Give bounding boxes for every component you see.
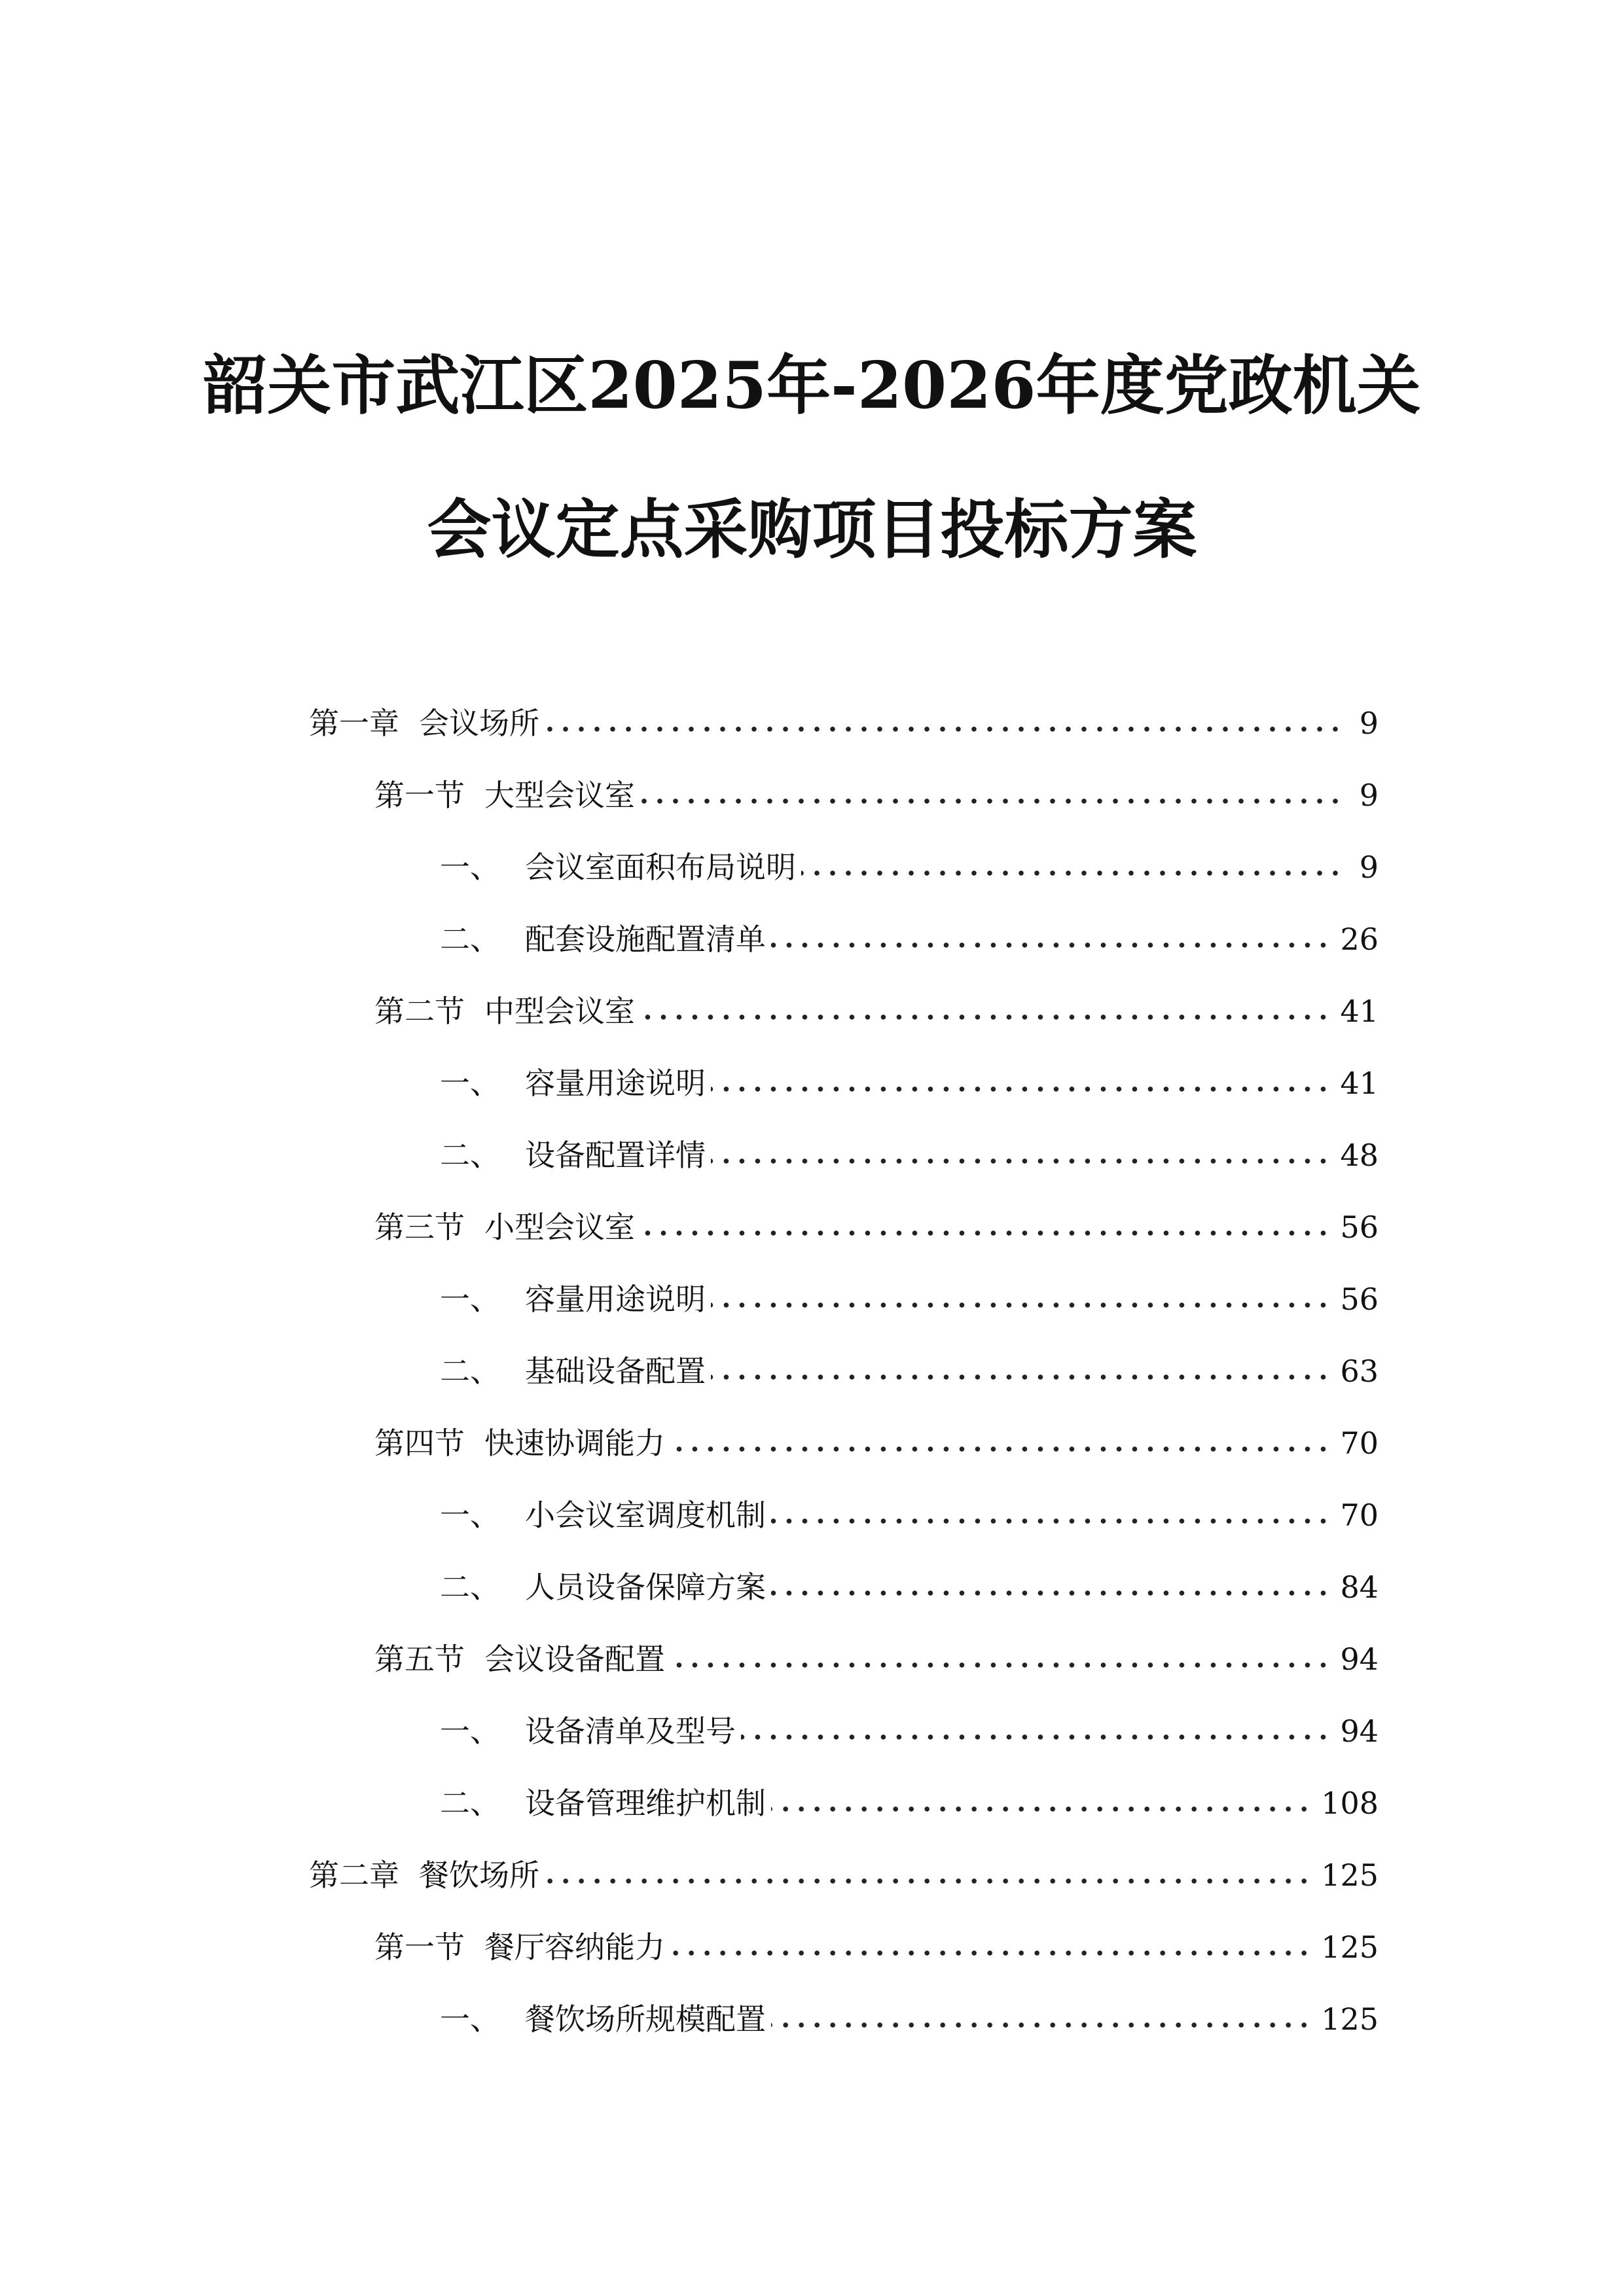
toc-page-number: 94 bbox=[1340, 1713, 1379, 1749]
toc-page-number: 41 bbox=[1340, 1066, 1379, 1101]
toc-entry[interactable] bbox=[374, 1410, 1379, 1463]
toc-entry[interactable] bbox=[440, 1986, 1379, 2039]
toc-page-number: 26 bbox=[1340, 922, 1379, 957]
toc-entry-marker: 一、 bbox=[440, 850, 500, 885]
toc-page-number: 70 bbox=[1340, 1426, 1379, 1461]
toc-entry[interactable] bbox=[440, 1266, 1379, 1319]
toc-dot-leader bbox=[771, 941, 1331, 950]
toc-dot-leader bbox=[711, 1300, 1331, 1310]
document-title bbox=[196, 314, 1428, 602]
toc-entry-title: 会议场所 bbox=[419, 706, 539, 741]
toc-page-number: 125 bbox=[1321, 2001, 1379, 2037]
toc-entry-marker: 二、 bbox=[440, 1354, 500, 1389]
toc-dot-leader bbox=[670, 1444, 1331, 1454]
toc-entry-title: 设备清单及型号 bbox=[525, 1713, 736, 1749]
toc-entry[interactable] bbox=[374, 1194, 1379, 1247]
toc-dot-leader bbox=[545, 725, 1343, 734]
toc-page-number: 125 bbox=[1321, 1857, 1379, 1893]
toc-entry-marker: 第二章 bbox=[309, 1857, 399, 1893]
toc-dot-leader bbox=[741, 1732, 1331, 1742]
toc-page-number: 9 bbox=[1359, 850, 1379, 885]
toc-entry[interactable] bbox=[440, 1338, 1379, 1391]
toc-entry[interactable] bbox=[440, 1770, 1379, 1823]
toc-entry[interactable] bbox=[440, 1050, 1379, 1103]
toc-entry-marker: 一、 bbox=[440, 1498, 500, 1533]
toc-entry-title: 中型会议室 bbox=[484, 994, 635, 1029]
toc-dot-leader bbox=[640, 797, 1343, 806]
toc-entry-marker: 一、 bbox=[440, 1066, 500, 1101]
toc-page-number: 48 bbox=[1340, 1138, 1379, 1173]
toc-entry-title: 餐厅容纳能力 bbox=[484, 1929, 665, 1965]
toc-entry-title: 会议室面积布局说明 bbox=[525, 850, 796, 885]
toc-page-number: 56 bbox=[1340, 1210, 1379, 1245]
toc-entry[interactable] bbox=[440, 1122, 1379, 1175]
toc-dot-leader bbox=[711, 1085, 1331, 1094]
toc-page-number: 41 bbox=[1340, 994, 1379, 1029]
toc-dot-leader bbox=[711, 1372, 1331, 1382]
toc-entry-title: 小型会议室 bbox=[484, 1210, 635, 1245]
toc-entry-title: 人员设备保障方案 bbox=[525, 1570, 766, 1605]
toc-entry-marker: 二、 bbox=[440, 922, 500, 957]
toc-entry-title: 餐饮场所规模配置 bbox=[525, 2001, 766, 2037]
toc-dot-leader bbox=[640, 1229, 1331, 1238]
toc-entry-marker: 第一节 bbox=[374, 1929, 465, 1965]
toc-dot-leader bbox=[711, 1157, 1331, 1166]
toc-entry-title: 大型会议室 bbox=[484, 778, 635, 813]
toc-entry[interactable] bbox=[440, 1554, 1379, 1607]
toc-entry-title: 小会议室调度机制 bbox=[525, 1498, 766, 1533]
toc-page-number: 70 bbox=[1340, 1498, 1379, 1533]
toc-page-number: 84 bbox=[1340, 1570, 1379, 1605]
toc-entry-marker: 第一节 bbox=[374, 778, 465, 813]
toc-dot-leader bbox=[771, 1588, 1331, 1598]
toc-entry[interactable] bbox=[374, 1914, 1379, 1967]
toc-dot-leader bbox=[640, 1013, 1331, 1022]
toc-dot-leader bbox=[670, 1948, 1312, 1958]
toc-entry-title: 设备配置详情 bbox=[525, 1138, 706, 1173]
toc-entry-title: 餐饮场所 bbox=[419, 1857, 539, 1893]
toc-entry[interactable] bbox=[309, 1842, 1379, 1895]
toc-entry-marker: 第一章 bbox=[309, 706, 399, 741]
toc-dot-leader bbox=[670, 1660, 1331, 1670]
toc-page-number: 125 bbox=[1321, 1929, 1379, 1965]
toc-page-number: 9 bbox=[1359, 706, 1379, 741]
toc-page-number: 56 bbox=[1340, 1282, 1379, 1317]
toc-page-number: 108 bbox=[1321, 1785, 1379, 1821]
toc-entry-marker: 第二节 bbox=[374, 994, 465, 1029]
toc-entry[interactable] bbox=[440, 1698, 1379, 1751]
toc-entry[interactable] bbox=[440, 906, 1379, 959]
toc-entry-marker: 二、 bbox=[440, 1785, 500, 1821]
toc-entry-title: 设备管理维护机制 bbox=[525, 1785, 766, 1821]
toc-entry-title: 容量用途说明 bbox=[525, 1282, 706, 1317]
toc-entry-marker: 第五节 bbox=[374, 1641, 465, 1677]
title-line-1: 韶关市武江区2025年-2026年度党政机关 bbox=[203, 348, 1421, 423]
toc-dot-leader bbox=[771, 1804, 1312, 1814]
toc-entry-title: 快速协调能力 bbox=[484, 1426, 665, 1461]
toc-page-number: 9 bbox=[1359, 778, 1379, 813]
toc-entry-marker: 一、 bbox=[440, 1713, 500, 1749]
toc-dot-leader bbox=[545, 1876, 1312, 1886]
toc-entry[interactable] bbox=[374, 1626, 1379, 1679]
toc-entry[interactable] bbox=[309, 691, 1379, 743]
toc-page-number: 94 bbox=[1340, 1641, 1379, 1677]
toc-entry-marker: 第四节 bbox=[374, 1426, 465, 1461]
toc-dot-leader bbox=[771, 2020, 1312, 2030]
toc-entry-marker: 二、 bbox=[440, 1138, 500, 1173]
toc-entry[interactable] bbox=[440, 834, 1379, 887]
toc-dot-leader bbox=[771, 1516, 1331, 1526]
toc-entry-marker: 一、 bbox=[440, 1282, 500, 1317]
toc-entry[interactable] bbox=[374, 978, 1379, 1031]
toc-entry-title: 会议设备配置 bbox=[484, 1641, 665, 1677]
toc-entry-title: 基础设备配置 bbox=[525, 1354, 706, 1389]
toc-entry-marker: 一、 bbox=[440, 2001, 500, 2037]
toc-entry-title: 容量用途说明 bbox=[525, 1066, 706, 1101]
toc-dot-leader bbox=[801, 869, 1343, 878]
toc-page-number: 63 bbox=[1340, 1354, 1379, 1389]
toc-entry-title: 配套设施配置清单 bbox=[525, 922, 766, 957]
toc-entry-marker: 第三节 bbox=[374, 1210, 465, 1245]
toc-entry[interactable] bbox=[374, 762, 1379, 815]
title-line-2: 会议定点采购项目投标方案 bbox=[427, 492, 1197, 567]
toc-entry[interactable] bbox=[440, 1482, 1379, 1535]
toc-entry-marker: 二、 bbox=[440, 1570, 500, 1605]
